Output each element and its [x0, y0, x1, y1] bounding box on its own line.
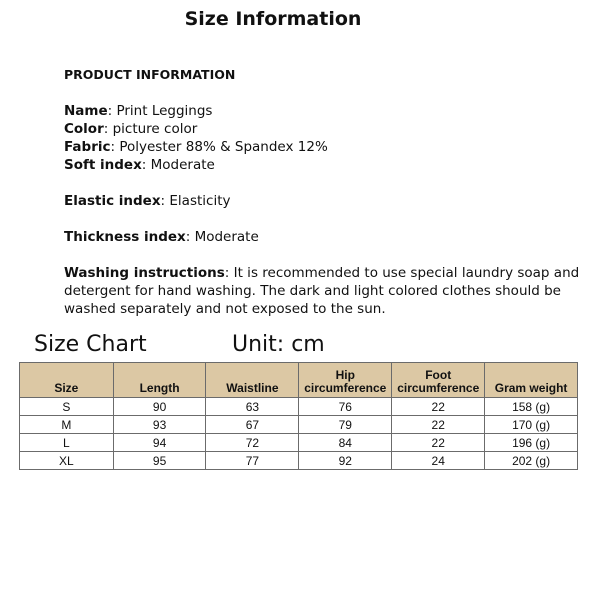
header-hip [299, 363, 392, 398]
cell-weight: 158 (g) [485, 398, 578, 416]
elastic-index-line [64, 192, 584, 210]
table-row [20, 434, 578, 452]
name-value: : Print Leggings [107, 103, 213, 119]
cell-foot: 24 [392, 452, 485, 470]
elastic-index-value: : Elasticity [160, 193, 231, 209]
cell-hip: 79 [299, 416, 392, 434]
cell-length: 95 [113, 452, 206, 470]
header-foot-line2: circumference [397, 381, 480, 395]
cell-length: 93 [113, 416, 206, 434]
cell-size: XL [20, 452, 114, 470]
size-table [19, 362, 578, 470]
soft-index-label: Soft index [64, 157, 142, 173]
thickness-index-line [64, 228, 584, 246]
cell-foot: 22 [392, 398, 485, 416]
cell-size: M [20, 416, 114, 434]
header-waistline: Waistline [206, 363, 299, 398]
color-value: : picture color [103, 121, 198, 137]
cell-length: 94 [113, 434, 206, 452]
table-row [20, 398, 578, 416]
unit-label: Unit: cm [232, 332, 325, 357]
cell-waistline: 63 [206, 398, 299, 416]
color-label: Color [64, 121, 104, 137]
header-gram-weight: Gram weight [485, 363, 578, 398]
cell-weight: 202 (g) [485, 452, 578, 470]
cell-weight: 196 (g) [485, 434, 578, 452]
cell-length: 90 [113, 398, 206, 416]
washing-instructions-value: : It is recommended to use special laundry soap and detergent for hand washing. The dark and light colored clothes should be washed separately and not exposed to the sun. [64, 265, 580, 317]
soft-index-line [64, 156, 584, 174]
table-row [20, 416, 578, 434]
cell-hip: 84 [299, 434, 392, 452]
soft-index-value: : Moderate [141, 157, 215, 173]
cell-foot: 22 [392, 434, 485, 452]
cell-size: S [20, 398, 114, 416]
size-chart-label: Size Chart [34, 332, 147, 357]
header-foot [392, 363, 485, 398]
cell-waistline: 67 [206, 416, 299, 434]
thickness-index-value: : Moderate [185, 229, 259, 245]
name-line [64, 102, 584, 120]
product-info-section [64, 66, 584, 318]
cell-weight: 170 (g) [485, 416, 578, 434]
washing-instructions-label: Washing instructions [64, 265, 225, 281]
name-label: Name [64, 103, 108, 119]
header-hip-line2: circumference [304, 381, 387, 395]
cell-hip: 92 [299, 452, 392, 470]
fabric-line [64, 138, 584, 156]
cell-waistline: 77 [206, 452, 299, 470]
header-hip-line1: Hip [335, 368, 355, 382]
cell-hip: 76 [299, 398, 392, 416]
elastic-index-label: Elastic index [64, 193, 161, 209]
product-info-heading: PRODUCT INFORMATION [64, 67, 236, 82]
washing-instructions-line [64, 264, 584, 318]
header-size: Size [20, 363, 114, 398]
fabric-label: Fabric [64, 139, 111, 155]
cell-foot: 22 [392, 416, 485, 434]
header-foot-line1: Foot [425, 368, 452, 382]
table-row [20, 452, 578, 470]
cell-size: L [20, 434, 114, 452]
table-header-row [20, 363, 578, 398]
color-line [64, 120, 584, 138]
thickness-index-label: Thickness index [64, 229, 186, 245]
header-length: Length [113, 363, 206, 398]
page-title: Size Information [184, 8, 362, 30]
fabric-value: : Polyester 88% & Spandex 12% [110, 139, 328, 155]
cell-waistline: 72 [206, 434, 299, 452]
